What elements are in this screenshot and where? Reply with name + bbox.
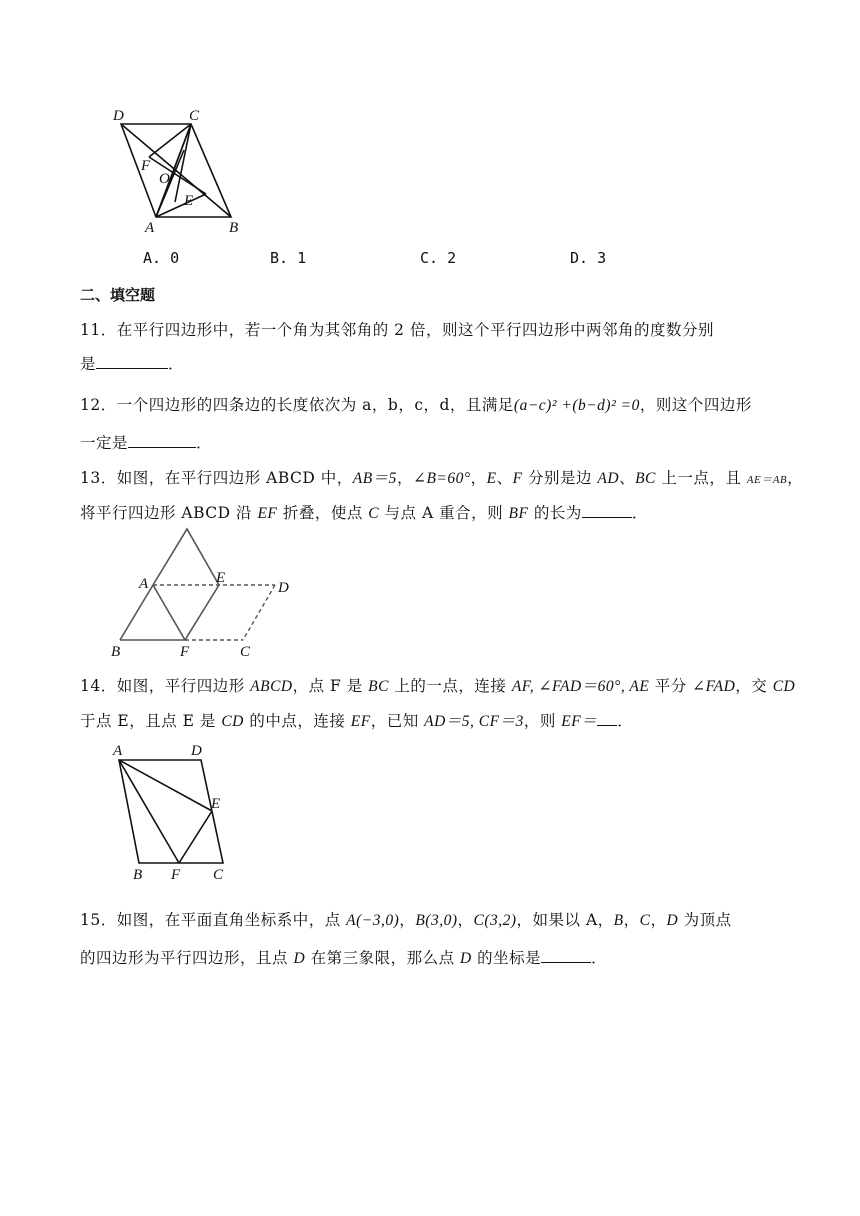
q14-ef: EF bbox=[350, 713, 371, 730]
q13-ad: AD bbox=[597, 470, 620, 487]
q15-c: C bbox=[639, 912, 651, 929]
label-F: F bbox=[141, 158, 151, 174]
label-E: E bbox=[184, 193, 194, 209]
q14-text-2c: ，已知 bbox=[370, 712, 425, 730]
q14-text-e: ，交 bbox=[735, 677, 773, 695]
q11-answer-blank[interactable] bbox=[96, 354, 168, 369]
q15-text-2b: 在第三象限，那么点 bbox=[305, 949, 460, 967]
q14-text-d: 平分 bbox=[649, 677, 693, 695]
q14-cf: CF＝3 bbox=[474, 713, 524, 730]
q14-line2 bbox=[80, 709, 633, 731]
q14-abcd: ABCD bbox=[250, 678, 293, 695]
fig14-label-F: F bbox=[171, 867, 181, 883]
q13-sep1: ， bbox=[396, 469, 413, 487]
q15-text-2c: 的坐标是 bbox=[471, 949, 542, 967]
q13-line2 bbox=[80, 501, 648, 523]
label-D: D bbox=[113, 108, 124, 124]
q15-sep2: ， bbox=[457, 911, 474, 929]
fig13-label-A: A bbox=[139, 576, 149, 592]
fig13-label-D: D bbox=[278, 580, 289, 596]
q13-sep3: 、 bbox=[619, 469, 636, 487]
q15-text-2a: 的四边形为平行四边形，且点 bbox=[80, 949, 294, 967]
q13-text-a: 13．如图，在平行四边形 ABCD 中， bbox=[80, 469, 353, 487]
option-b: B. 1 bbox=[270, 249, 307, 267]
q12-text-b: ，则这个四边形 bbox=[639, 396, 752, 414]
figure-q10 bbox=[105, 100, 255, 240]
q14-cd: CD bbox=[772, 678, 796, 695]
label-A: A bbox=[145, 220, 155, 236]
option-c: C. 2 bbox=[420, 249, 457, 267]
q13-efl: EF bbox=[257, 505, 278, 522]
fig14-label-E: E bbox=[211, 796, 221, 812]
q12-text-a: 12．一个四边形的四条边的长度依次为 a，b，c，d，且满足 bbox=[80, 396, 514, 414]
q15-point-b: B(3,0) bbox=[415, 912, 458, 929]
q13-c: C bbox=[368, 505, 380, 522]
q13-line1 bbox=[80, 466, 803, 488]
q15-sep4: ， bbox=[650, 911, 667, 929]
q14-text-2a: 于点 E，且点 E 是 bbox=[80, 712, 222, 730]
q13-text-b: ， bbox=[470, 469, 487, 487]
q15-text-a: 15．如图，在平面直角坐标系中，点 bbox=[80, 911, 347, 929]
label-B: B bbox=[229, 220, 239, 236]
q13-answer-blank[interactable] bbox=[582, 503, 632, 518]
q15-answer-blank[interactable] bbox=[541, 948, 591, 963]
q13-end: ． bbox=[631, 504, 648, 522]
q14-answer-blank[interactable] bbox=[597, 711, 617, 726]
q15-line1 bbox=[80, 908, 732, 930]
q14-text-a: 14．如图，平行四边形 bbox=[80, 677, 251, 695]
q14-fad: ∠FAD bbox=[692, 678, 736, 695]
q13-text-2b: 折叠，使点 bbox=[277, 504, 369, 522]
q13-text-e: ， bbox=[787, 469, 804, 487]
q15-line2 bbox=[80, 946, 607, 968]
q15-d2: D bbox=[293, 950, 306, 967]
q14-angle: ∠FAD＝60°, bbox=[534, 678, 626, 695]
label-O: O bbox=[159, 171, 170, 187]
q11-suffix: ． bbox=[168, 355, 185, 373]
option-a: A. 0 bbox=[143, 249, 180, 267]
q14-af: AF, bbox=[511, 678, 535, 695]
q14-text-b: ，点 F 是 bbox=[292, 677, 369, 695]
q13-e: E bbox=[486, 470, 497, 487]
q14-text-2b: 的中点，连接 bbox=[243, 712, 351, 730]
q14-line1 bbox=[80, 674, 795, 696]
q12-line2 bbox=[80, 431, 212, 453]
fig14-label-A: A bbox=[113, 743, 123, 759]
q13-text-2c: 与点 A 重合，则 bbox=[379, 504, 509, 522]
option-d: D. 3 bbox=[570, 249, 607, 267]
q12-suffix: ． bbox=[196, 434, 213, 452]
fig13-label-C: C bbox=[240, 644, 251, 660]
figure-q13 bbox=[105, 525, 305, 660]
q13-f: F bbox=[512, 470, 523, 487]
figure-q14 bbox=[105, 738, 245, 886]
q15-d3: D bbox=[460, 950, 472, 967]
q15-point-c: C(3,2) bbox=[473, 912, 517, 929]
q11-line1: 11．在平行四边形中，若一个角为其邻角的 2 倍，则这个平行四边形中两邻角的度数分别 bbox=[80, 321, 714, 339]
q13-angle: ∠B=60° bbox=[412, 470, 471, 487]
q14-cd2: CD bbox=[221, 713, 244, 730]
fig13-label-B: B bbox=[111, 644, 121, 660]
label-C: C bbox=[189, 108, 200, 124]
q15-b: B bbox=[613, 912, 624, 929]
fig14-label-B: B bbox=[133, 867, 143, 883]
q14-text-c: 上的一点，连接 bbox=[388, 677, 512, 695]
q13-text-d: 上一点，且 bbox=[655, 469, 747, 487]
q15-end: ． bbox=[591, 949, 608, 967]
q13-text-c: 分别是边 bbox=[522, 469, 598, 487]
q15-text-b: ，如果以 A， bbox=[516, 911, 614, 929]
q11-prefix: 是 bbox=[80, 355, 97, 373]
fig14-label-D: D bbox=[191, 743, 202, 759]
q15-sep3: ， bbox=[623, 911, 640, 929]
fig13-label-F: F bbox=[180, 644, 190, 660]
q13-bf: BF bbox=[508, 505, 529, 522]
q13-ae-ab: AE＝AB bbox=[746, 474, 788, 486]
fig13-label-E: E bbox=[216, 570, 226, 586]
q13-text-2d: 的长为 bbox=[528, 504, 582, 522]
q13-sep2: 、 bbox=[496, 469, 513, 487]
q15-point-a: A(−3,0) bbox=[346, 912, 400, 929]
q12-prefix: 一定是 bbox=[80, 434, 129, 452]
q12-answer-blank[interactable] bbox=[128, 433, 196, 448]
q15-text-c: 为顶点 bbox=[678, 911, 732, 929]
q14-bc: BC bbox=[368, 678, 389, 695]
q13-ab: AB＝5 bbox=[352, 470, 397, 487]
q14-text-2d: ，则 bbox=[523, 712, 562, 730]
q11-line2 bbox=[80, 352, 184, 374]
fig14-label-C: C bbox=[213, 867, 224, 883]
q14-ad: AD＝5, bbox=[424, 713, 475, 730]
q13-text-2a: 将平行四边形 ABCD 沿 bbox=[80, 504, 258, 522]
q14-efq: EF＝ bbox=[561, 713, 598, 730]
q15-d: D bbox=[666, 912, 679, 929]
q14-end: ． bbox=[617, 712, 634, 730]
q15-sep1: ， bbox=[399, 911, 416, 929]
q13-bc: BC bbox=[635, 470, 656, 487]
section-title: 二、填空题 bbox=[80, 286, 156, 304]
q14-ae: AE bbox=[625, 678, 650, 695]
q12-formula: (a−c)² +(b−d)² =0 bbox=[513, 397, 640, 414]
q12-line1 bbox=[80, 393, 752, 415]
